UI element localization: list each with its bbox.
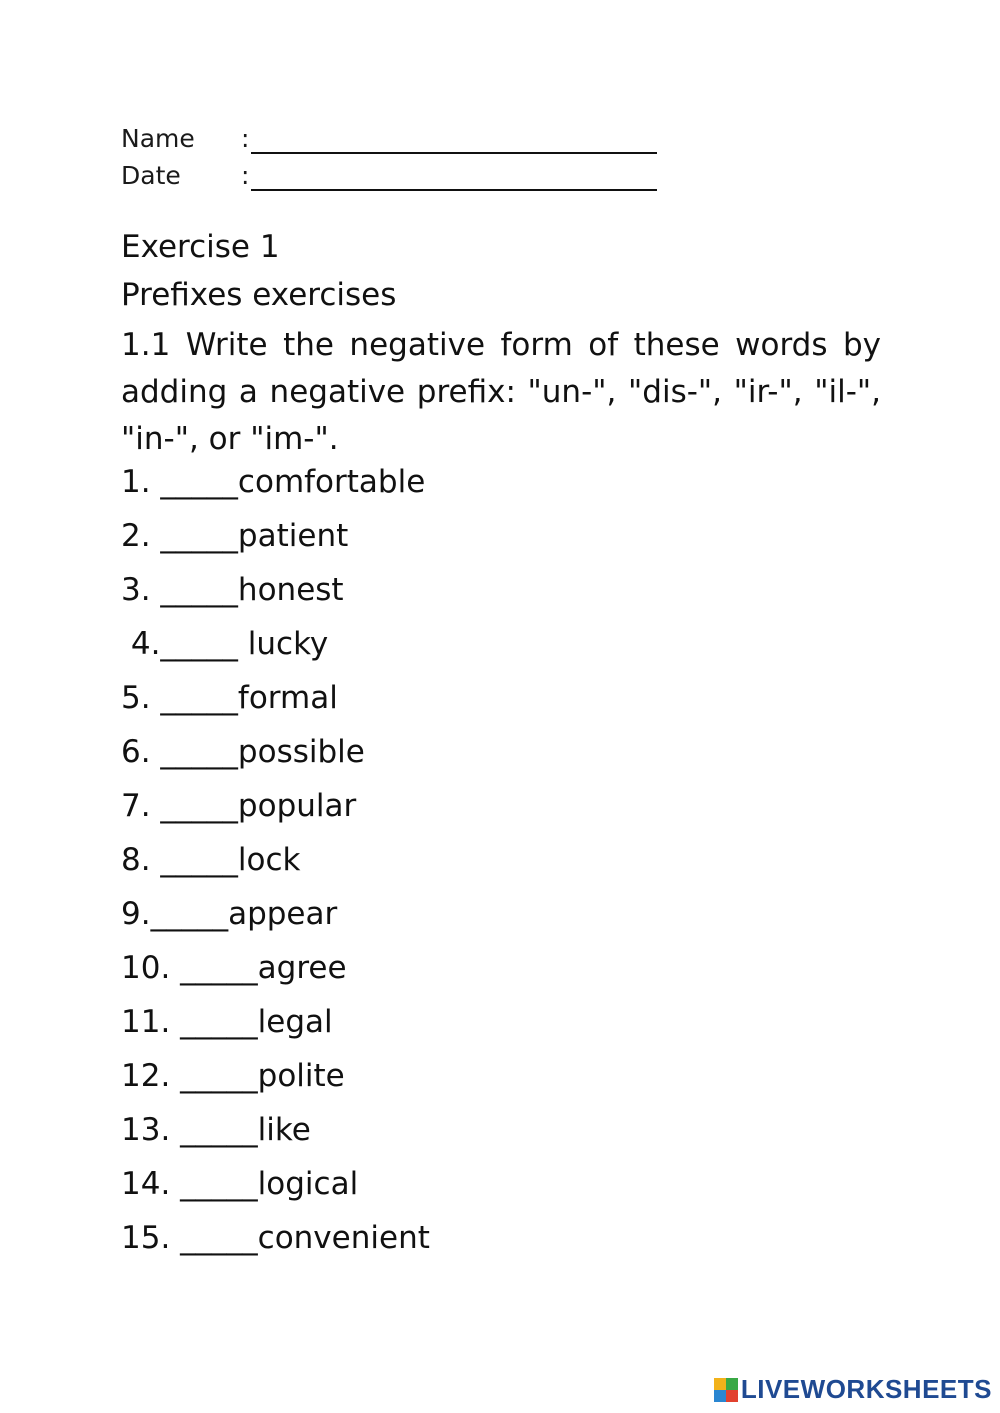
exercise-item[interactable]: 11. _____legal <box>121 1004 333 1040</box>
exercise-item[interactable]: 14. _____logical <box>121 1166 359 1202</box>
exercise-item[interactable]: 3. _____honest <box>121 572 344 608</box>
liveworksheets-logo-icon <box>714 1378 738 1402</box>
exercise-item[interactable]: 5. _____formal <box>121 680 338 716</box>
brand-text: LIVEWORKSHEETS <box>740 1374 992 1404</box>
date-row <box>121 161 657 191</box>
liveworksheets-brand <box>714 1374 992 1405</box>
exercise-item[interactable]: 1. _____comfortable <box>121 464 426 500</box>
name-label: Name <box>121 124 195 153</box>
exercise-item[interactable]: 12. _____polite <box>121 1058 345 1094</box>
name-row <box>121 124 657 154</box>
exercise-item[interactable]: 4._____ lucky <box>121 626 329 662</box>
exercise-item[interactable]: 13. _____like <box>121 1112 311 1148</box>
exercise-instructions: 1.1 Write the negative form of these words by adding a negative prefix: "un-", "dis-", "ir-", "il-", "in-", or "im-". <box>121 327 881 457</box>
exercise-item[interactable]: 2. _____patient <box>121 518 349 554</box>
exercise-item[interactable]: 10. _____agree <box>121 950 347 986</box>
name-colon: : <box>241 124 250 153</box>
date-field-line[interactable] <box>251 165 657 191</box>
date-colon: : <box>241 161 250 190</box>
exercise-title: Exercise 1 <box>121 229 280 265</box>
exercise-item[interactable]: 8. _____lock <box>121 842 301 878</box>
exercise-subtitle: Prefixes exercises <box>121 277 397 313</box>
exercise-item[interactable]: 7. _____popular <box>121 788 357 824</box>
exercise-item[interactable]: 6. _____possible <box>121 734 365 770</box>
name-field-line[interactable] <box>251 128 657 154</box>
date-label: Date <box>121 161 181 190</box>
exercise-item[interactable]: 15. _____convenient <box>121 1220 430 1256</box>
exercise-item[interactable]: 9._____appear <box>121 896 338 932</box>
